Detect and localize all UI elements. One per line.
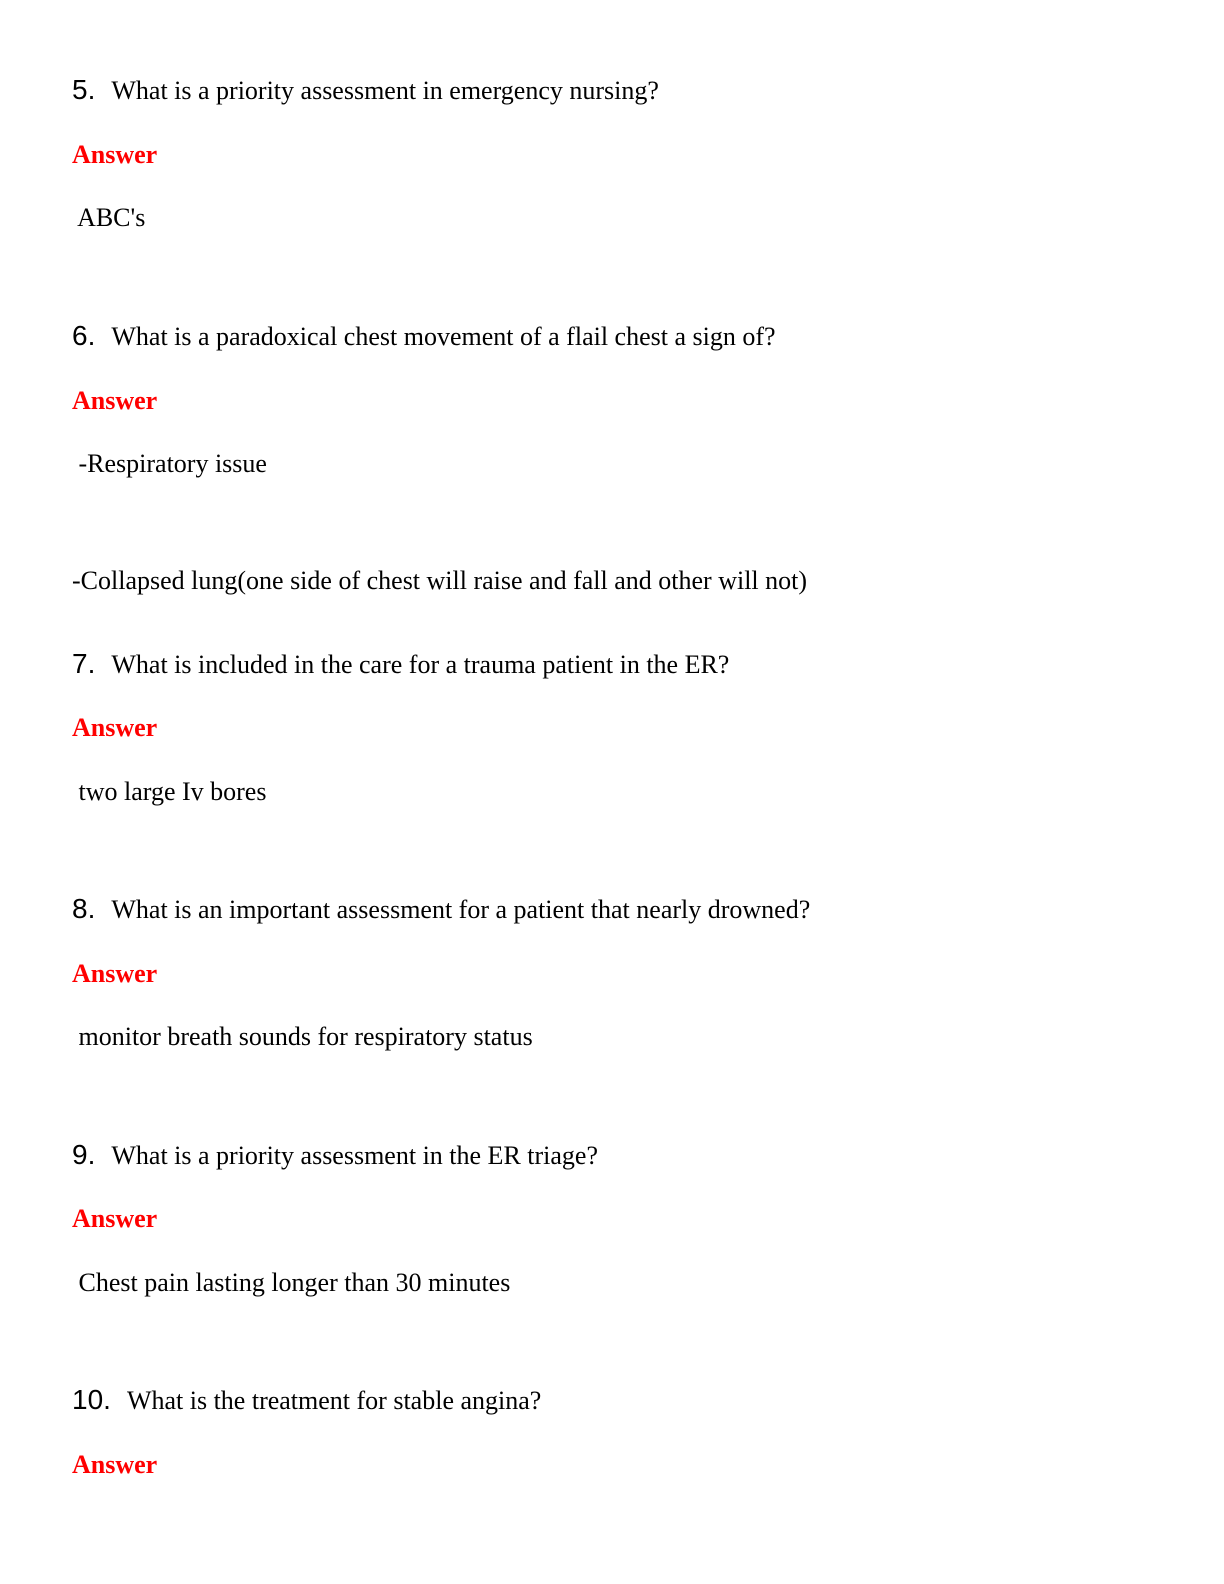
- answer-label: Answer: [72, 140, 158, 169]
- question-number: 8.: [72, 893, 96, 924]
- answer-label: Answer: [72, 1204, 158, 1233]
- question-number: 9.: [72, 1139, 96, 1170]
- question-number: 6.: [72, 320, 96, 351]
- answer-text: ABC's: [72, 203, 146, 232]
- answer-label: Answer: [72, 713, 158, 742]
- answer-text: monitor breath sounds for respiratory status: [72, 1022, 533, 1051]
- answer-text: Chest pain lasting longer than 30 minutes: [72, 1268, 511, 1297]
- question-text: What is an important assessment for a patient that nearly drowned?: [111, 895, 811, 924]
- question-text: What is a priority assessment in the ER triage?: [111, 1141, 599, 1170]
- question-number: 7.: [72, 648, 96, 679]
- answer-label: Answer: [72, 959, 158, 988]
- question-8: [72, 895, 810, 923]
- question-10: [72, 1386, 541, 1414]
- answer-label: Answer: [72, 386, 158, 415]
- question-number: 10.: [72, 1384, 111, 1415]
- question-text: What is included in the care for a trauma patient in the ER?: [111, 650, 730, 679]
- question-text: What is a priority assessment in emergency nursing?: [111, 76, 659, 105]
- question-7: [72, 650, 729, 678]
- question-text: What is the treatment for stable angina?: [126, 1386, 542, 1415]
- question-5: [72, 76, 659, 104]
- answer-text: -Respiratory issue: [72, 449, 267, 478]
- answer-text: two large Iv bores: [72, 777, 267, 806]
- answer-text: -Collapsed lung(one side of chest will raise and fall and other will not): [72, 566, 808, 595]
- answer-label: Answer: [72, 1450, 158, 1479]
- question-text: What is a paradoxical chest movement of a flail chest a sign of?: [111, 322, 776, 351]
- question-6: [72, 322, 776, 350]
- question-9: [72, 1141, 598, 1169]
- question-number: 5.: [72, 74, 96, 105]
